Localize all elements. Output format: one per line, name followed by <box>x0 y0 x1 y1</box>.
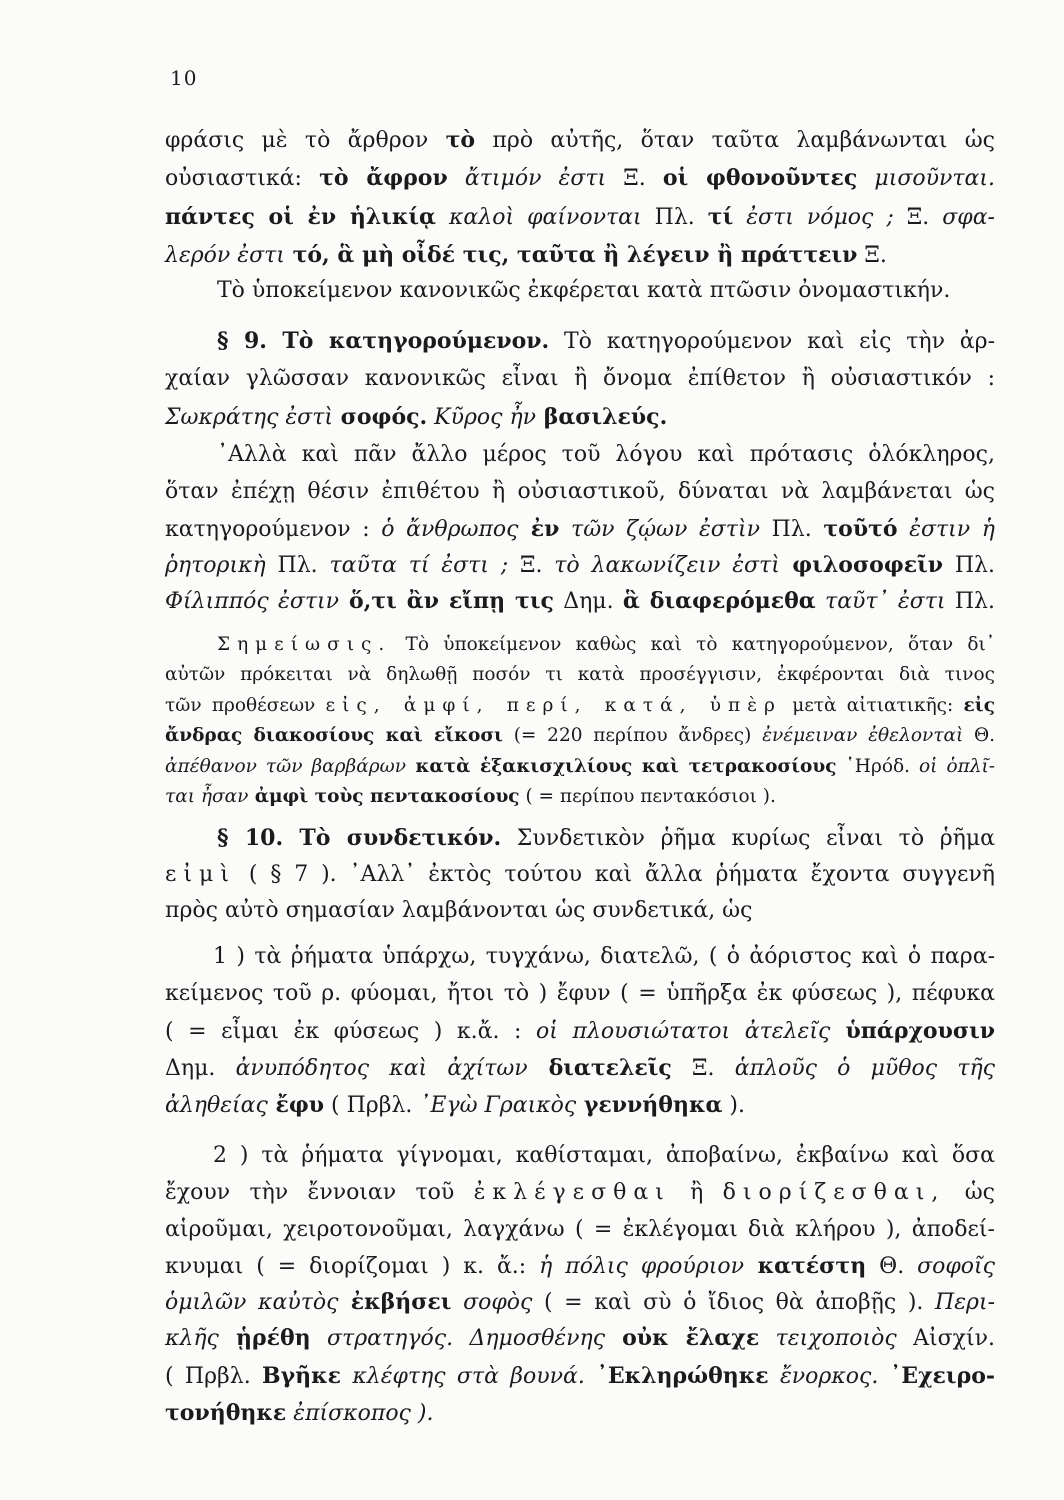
text-run: μετὰ αἰτιατικῆς: <box>781 695 964 716</box>
text-run: 2 ) τὰ ῥήματα γίγνομαι, καθίσταμαι, ἀποβαίνω, ἐκβαίνω καὶ ὅσα <box>213 1143 995 1168</box>
text-run: ῥητορικὴ <box>165 553 266 578</box>
text-run: Βγῆκε <box>262 1363 341 1389</box>
text-run: ἔνορκος. <box>768 1364 879 1389</box>
text-run: Ξ. <box>671 1056 735 1081</box>
text-run: ἐκλέγεσθαι <box>473 1180 671 1205</box>
text-line <box>165 896 995 926</box>
text-line <box>165 402 995 433</box>
text-run: Ξ. <box>508 553 555 578</box>
text-run: ( Πρβλ. <box>165 1364 263 1389</box>
text-run: ἀληθείας <box>165 1093 268 1118</box>
text-run: Τὸ ὑποκείμενον καθὼς καὶ τὸ κατηγορούμενον, ὅταν δι᾿ <box>391 634 995 655</box>
text-run: Φίλιππός ἐστιν <box>165 589 340 614</box>
text-run: ταῦτα τί ἐστι ; <box>329 553 509 578</box>
text-line <box>165 550 995 581</box>
text-run: κατηγορούμενον : <box>165 517 382 542</box>
text-run: κλῆς <box>165 1326 219 1351</box>
text-run: ( = περίπου πεντακόσιοι ). <box>519 786 776 807</box>
text-run: Κῦρος ἦν <box>427 405 537 430</box>
text-run: ). <box>722 1093 745 1118</box>
text-run: τί <box>707 204 734 230</box>
text-run: ταῦτ᾿ ἐστι <box>815 589 946 614</box>
text-run: Σημείωσις. <box>217 634 392 655</box>
text-run: πρὸς αὐτὸ σημασίαν λαμβάνονται ὡς συνδετικά, ὡς <box>165 898 753 923</box>
text-run: τῶν προθέσεων <box>165 695 326 716</box>
text-run: ἀνυπόδητος καὶ ἀχίτων <box>235 1056 528 1081</box>
text-run: ( = καὶ σὺ ὁ ἴδιος θὰ ἀποβῇς ). <box>532 1290 936 1315</box>
text-run: τό, ἃ μὴ οἶδέ τις, ταῦτα ἢ λέγειν ἢ πράττειν <box>284 242 858 268</box>
text-run: Ξ. <box>893 205 943 230</box>
text-run: ἐστι νόμος ; <box>733 205 894 230</box>
text-run: ὑπάρχουσιν <box>830 1018 995 1044</box>
text-run: ἐκβήσει <box>338 1289 452 1315</box>
text-run: αἱροῦμαι, χειροτονοῦμαι, λαγχάνω ( = ἐκλέγομαι διὰ κλήρου ), ἀποδεί- <box>165 1217 995 1242</box>
text-run: ἔχουν τὴν ἔννοιαν τοῦ <box>165 1180 474 1205</box>
text-run: τειχοποιὸς <box>759 1326 897 1351</box>
text-run: φράσις μὲ τὸ ἄρθρον <box>165 128 446 153</box>
section-heading-line <box>165 326 995 357</box>
text-run: πρὸ αὐτῆς, ὅταν ταῦτα λαμβάνωνται ὡς <box>475 128 995 153</box>
text-run: τὸ λακωνίζειν ἐστὶ <box>554 553 780 578</box>
text-run: καλοὶ φαίνονται <box>435 205 642 230</box>
text-run: ἐπίσκοπος ). <box>286 1401 434 1426</box>
text-run: Δημ. <box>165 1056 236 1081</box>
text-run: ἢ <box>670 1180 723 1205</box>
text-run: ἄτιμόν ἐστι <box>447 166 607 191</box>
text-line <box>165 364 995 394</box>
text-run: Τὸ ὑποκείμενον κανονικῶς ἐκφέρεται κατὰ πτῶσιν ὀνομαστικήν. <box>217 278 951 303</box>
text-run: ἀμφὶ τοὺς πεντακοσίους <box>248 786 520 807</box>
text-run: ᾿Εγὼ Γραικὸς <box>419 1093 577 1118</box>
text-run: (= 220 περίπου ἄνδρες) <box>502 725 763 746</box>
text-run: ὅ,τι ἂν εἴπῃ τις <box>339 588 554 614</box>
note-line <box>165 630 995 660</box>
text-line <box>165 276 995 306</box>
text-run: σοφός. <box>333 404 428 430</box>
text-run: § 10. Τὸ συνδετικόν. <box>217 825 502 851</box>
text-run: οἱ ὁπλῖ- <box>919 756 995 777</box>
text-run: Ξ. <box>606 166 663 191</box>
text-run: βασιλεύς. <box>536 404 668 430</box>
text-run: γεννήθηκα <box>576 1092 723 1118</box>
text-run: διορίζεσθαι, <box>722 1180 946 1205</box>
text-run: ᾿Εκληρώθηκε <box>584 1363 769 1389</box>
text-run: σοφοῖς <box>917 1254 995 1279</box>
text-run: μισοῦνται. <box>857 166 996 191</box>
text-run: Θ. <box>866 1254 918 1279</box>
text-run: πάντες οἱ ἐν ἡλικίᾳ <box>165 204 436 230</box>
text-run: Πλ. <box>759 517 824 542</box>
text-run: ( = εἶμαι ἐκ φύσεως ) κ.ἄ. : <box>165 1019 537 1044</box>
text-line <box>165 163 995 194</box>
text-run: λερόν ἐστι <box>165 243 285 268</box>
text-run: ται ἦσαν <box>165 786 249 807</box>
text-line <box>165 1141 995 1171</box>
text-run: κλέφτης στὰ βουνά. <box>341 1364 585 1389</box>
text-line <box>165 240 995 271</box>
text-run: αὐτῶν πρόκειται νὰ δηλωθῇ ποσόν τι κατὰ προσέγγισιν, ἐκφέρονται διὰ τινος <box>165 664 995 685</box>
text-run: οὐκ ἔλαχε <box>605 1325 760 1351</box>
note-line <box>165 660 995 690</box>
text-run: σοφὸς <box>451 1290 533 1315</box>
text-run: ( Πρβλ. <box>324 1093 420 1118</box>
text-run: ἐστιν ἡ <box>897 517 995 542</box>
text-run: τὸ <box>445 127 476 153</box>
text-line <box>165 477 995 507</box>
text-run: ἃ διαφερόμεθα <box>622 588 816 614</box>
text-line <box>165 440 995 470</box>
text-run: Πλ. <box>943 553 995 578</box>
text-run: ῾Ηρόδ. <box>836 756 920 777</box>
text-run: διατελεῖς <box>527 1055 672 1081</box>
text-run: § 9. Τὸ κατηγορούμενον. <box>217 328 550 354</box>
text-line <box>165 1016 995 1047</box>
note-line <box>165 721 995 751</box>
text-line <box>165 1287 995 1318</box>
text-run: φιλοσοφεῖν <box>779 552 944 578</box>
text-run: ὡς <box>945 1180 995 1205</box>
text-line <box>165 1323 995 1354</box>
text-run: εἰς, ἀμφί, περί, κατά, ὑπὲρ <box>325 695 782 716</box>
text-line <box>165 979 995 1009</box>
text-run: ὅταν ἐπέχῃ θέσιν ἐπιθέτου ἢ οὐσιαστικοῦ, δύναται νὰ λαμβάνεται ὡς <box>165 479 995 504</box>
text-run: εἰς <box>963 695 995 716</box>
text-run: τὸ ἄφρον <box>319 165 448 191</box>
text-line <box>165 942 995 972</box>
text-run: 1 ) τὰ ῥήματα ὑπάρχω, τυγχάνω, διατελῶ, ( ὁ ἀόριστος καὶ ὁ παρα- <box>213 944 995 969</box>
text-line <box>165 125 995 156</box>
text-run: ᾿Εχειρο- <box>878 1363 995 1389</box>
text-run: Συνδετικὸν ῥῆμα κυρίως εἶναι τὸ ῥῆμα <box>501 826 995 851</box>
text-run: κείμενος τοῦ ρ. φύομαι, ἤτοι τὸ ) ἔφυν ( = ὑπῆρξα ἐκ φύσεως ), πέφυκα <box>165 981 995 1006</box>
text-run: τονήθηκε <box>165 1400 287 1426</box>
text-run: ( § 7 ). ᾿Αλλ᾿ ἐκτὸς τούτου καὶ ἄλλα ῥήματα ἔχοντα συγγενῆ <box>235 862 995 887</box>
text-run: Δημ. <box>553 589 623 614</box>
text-run: ἔφυ <box>267 1092 325 1118</box>
text-line <box>165 1398 995 1429</box>
text-run: ἀπέθανον τῶν βαρβάρων <box>165 756 406 777</box>
text-run: ἐν <box>518 516 560 542</box>
text-run: Αἰσχίν. <box>896 1326 995 1351</box>
text-run: Θ. <box>963 725 995 746</box>
text-line <box>165 1215 995 1245</box>
text-run: ἐνέμειναν ἐθελονταὶ <box>762 725 964 746</box>
text-line <box>165 1251 995 1282</box>
text-run: οἱ φθονοῦντες <box>662 165 858 191</box>
text-run: ᾿Αλλὰ καὶ πᾶν ἄλλο μέρος τοῦ λόγου καὶ πρότασις ὁλόκληρος, <box>217 442 995 467</box>
text-run: Πλ. <box>641 205 708 230</box>
note-line <box>165 782 995 812</box>
text-line <box>165 1053 995 1084</box>
text-run: ἄνδρας διακοσίους καὶ εἴκοσι <box>165 725 503 746</box>
text-line <box>165 1090 995 1121</box>
text-run: ᾑρέθη <box>218 1325 311 1351</box>
text-run: Σωκράτης ἐστὶ <box>165 405 333 430</box>
text-run: κνυμαι ( = διορίζομαι ) κ. ἄ.: <box>165 1254 540 1279</box>
text-run: Ξ. <box>857 243 887 268</box>
text-line <box>165 860 995 890</box>
text-line <box>165 1178 995 1208</box>
text-run: οὐσιαστικά: <box>165 166 320 191</box>
text-run: εἰμὶ <box>165 862 236 887</box>
text-line <box>165 1361 995 1392</box>
section-heading-line <box>165 823 995 854</box>
page-number: 10 <box>170 66 198 90</box>
text-run: κατὰ ἑξακισχιλίους καὶ τετρακοσίους <box>405 756 837 777</box>
text-run: Περι- <box>935 1290 996 1315</box>
text-run: τοῦτό <box>823 516 898 542</box>
text-run: Πλ. <box>945 589 995 614</box>
text-line <box>165 514 995 545</box>
text-run: Τὸ κατηγορούμενον καὶ εἰς τὴν ἀρ- <box>549 329 995 354</box>
note-line <box>165 752 995 782</box>
text-run: κατέστη <box>743 1253 867 1279</box>
note-line <box>165 691 995 721</box>
text-run: τῶν ζῴων ἐστὶν <box>559 517 760 542</box>
text-run: οἱ πλουσιώτατοι ἀτελεῖς <box>536 1019 831 1044</box>
text-line <box>165 586 995 617</box>
text-run: ὁ ἄνθρωπος <box>381 517 519 542</box>
text-run: σφα- <box>942 205 995 230</box>
text-run: χαίαν γλῶσσαν κανονικῶς εἶναι ἢ ὄνομα ἐπίθετον ἢ οὐσιαστικόν : <box>165 366 995 391</box>
text-line <box>165 202 995 233</box>
text-run: Πλ. <box>265 553 330 578</box>
text-run: ἁπλοῦς ὁ μῦθος τῆς <box>734 1056 995 1081</box>
text-run: ἡ πόλις φρούριον <box>539 1254 744 1279</box>
text-run: ὁμιλῶν καὐτὸς <box>165 1290 339 1315</box>
text-run: στρατηγός. Δημοσθένης <box>310 1326 606 1351</box>
